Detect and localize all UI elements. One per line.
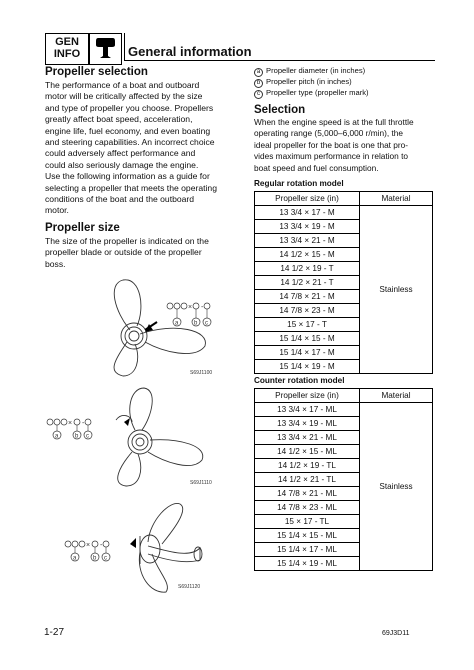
text-line: engine life, fuel economy, and even boating	[45, 125, 211, 136]
propeller-size-cell: 13 3/4 × 19 - ML	[255, 417, 360, 431]
text-line: boat speed and fuel consumption.	[254, 162, 379, 173]
propeller-size-cell: 14 7/8 × 21 - ML	[255, 487, 360, 501]
text-line: selecting a propeller that meets the operating	[45, 182, 217, 193]
label-c: c	[104, 555, 107, 562]
label-a: a	[55, 433, 59, 440]
text-line: The performance of a boat and outboard	[45, 80, 200, 90]
svg-text:×: ×	[188, 304, 193, 311]
text-line: could adversely affect performance and	[45, 148, 196, 159]
regular-rotation-table	[254, 191, 433, 374]
text-line: conditions of the boat and the outboard	[45, 194, 195, 205]
section-badge	[45, 33, 89, 65]
label-b: b	[93, 555, 97, 562]
table-row	[255, 403, 433, 417]
text-line: and steering capabilities. An incorrect choice	[45, 137, 215, 148]
label-c: c	[86, 433, 89, 440]
propeller-size-cell: 15 × 17 - TL	[255, 515, 360, 529]
svg-text:-: -	[100, 542, 103, 549]
text-line: The size of the propeller is indicated on the	[45, 236, 209, 246]
propeller-figure-2	[40, 382, 245, 490]
text-line: and type of propeller you choose. Propellers	[45, 102, 214, 113]
header-divider	[124, 33, 125, 60]
text-line: operating range (5,000–6,000 r/min), the	[254, 128, 403, 139]
label-b: b	[75, 433, 79, 440]
propeller-size-cell: 15 1/4 × 15 - M	[255, 332, 360, 346]
page-title: General information	[128, 44, 252, 59]
text-line: Use the following information as a guide for	[45, 171, 210, 182]
label-a: a	[73, 555, 77, 562]
text-line: motor will be critically affected by the size	[45, 91, 203, 102]
svg-text:×: ×	[86, 542, 91, 549]
propeller-size-cell: 15 1/4 × 17 - ML	[255, 543, 360, 557]
column-header: Material	[360, 389, 433, 403]
propeller-size-cell: 15 1/4 × 17 - M	[255, 346, 360, 360]
legend-mark: a	[254, 68, 263, 77]
text-line: propeller blade or outside of the propeller	[45, 247, 202, 258]
legend-item	[254, 88, 369, 99]
propeller-size-cell: 15 1/4 × 19 - ML	[255, 557, 360, 571]
propeller-size-cell: 13 3/4 × 21 - M	[255, 234, 360, 248]
text-line: ideal propeller for the boat is one that pro-	[254, 139, 409, 150]
propeller-size-cell: 13 3/4 × 17 - ML	[255, 403, 360, 417]
figure-caption: S69J1110	[190, 480, 212, 486]
legend-text: Propeller pitch (in inches)	[266, 77, 352, 86]
label-b: b	[194, 320, 198, 327]
text-line: vides maximum performance in relation to	[254, 151, 409, 162]
table-row	[255, 206, 433, 220]
legend-item	[254, 66, 369, 77]
legend-mark: c	[254, 90, 263, 99]
propeller-size-heading: Propeller size	[45, 222, 120, 234]
svg-text:-: -	[82, 420, 85, 427]
propeller-figure-1	[45, 272, 245, 380]
propeller-size-cell: 14 7/8 × 23 - M	[255, 304, 360, 318]
figure-caption: S69J1120	[178, 584, 201, 590]
label-a: a	[175, 320, 179, 327]
counter-rotation-heading: Counter rotation model	[254, 376, 345, 385]
propeller-size-cell: 14 1/2 × 19 - TL	[255, 459, 360, 473]
text-line: motor.	[45, 205, 69, 216]
table-header-row	[255, 389, 433, 403]
svg-text:×: ×	[68, 420, 73, 427]
propeller-size-cell: 14 1/2 × 21 - TL	[255, 473, 360, 487]
text-line: When the engine speed is at the full throttle	[254, 117, 414, 127]
propeller-size-cell: 14 1/2 × 19 - T	[255, 262, 360, 276]
material-cell: Stainless	[360, 206, 433, 374]
selection-heading: Selection	[254, 104, 306, 116]
propeller-size-cell: 15 1/4 × 15 - ML	[255, 529, 360, 543]
propeller-selection-text	[45, 80, 239, 217]
text-line: boss.	[45, 258, 66, 269]
column-header: Material	[360, 192, 433, 206]
propeller-size-cell: 14 7/8 × 23 - ML	[255, 501, 360, 515]
propeller-figure-3	[40, 494, 245, 602]
outboard-motor-icon	[89, 33, 122, 65]
counter-rotation-table	[254, 388, 433, 571]
legend	[254, 66, 369, 99]
badge-line-2: INFO	[53, 48, 81, 60]
figure-caption: S69J1100	[190, 370, 213, 376]
propeller-size-cell: 13 3/4 × 21 - ML	[255, 431, 360, 445]
propeller-size-cell: 14 1/2 × 15 - ML	[255, 445, 360, 459]
label-c: c	[205, 320, 208, 327]
text-line: could also seriously damage the engine.	[45, 159, 199, 170]
column-header: Propeller size (in)	[255, 192, 360, 206]
text-line: greatly affect boat speed, acceleration,	[45, 114, 193, 125]
badge-line-1: GEN	[55, 36, 79, 48]
propeller-selection-heading: Propeller selection	[45, 66, 148, 78]
selection-text	[254, 117, 432, 174]
propeller-size-cell: 15 × 17 - T	[255, 318, 360, 332]
propeller-size-cell: 13 3/4 × 19 - M	[255, 220, 360, 234]
page-number: 1-27	[44, 627, 65, 638]
legend-text: Propeller type (propeller mark)	[266, 88, 369, 97]
legend-text: Propeller diameter (in inches)	[266, 66, 366, 75]
header-rule	[124, 60, 435, 61]
propeller-size-cell: 13 3/4 × 17 - M	[255, 206, 360, 220]
propeller-size-cell: 14 1/2 × 21 - T	[255, 276, 360, 290]
document-code: 69J3D11	[382, 630, 410, 637]
column-header: Propeller size (in)	[255, 389, 360, 403]
legend-mark: b	[254, 79, 263, 88]
propeller-size-cell: 14 1/2 × 15 - M	[255, 248, 360, 262]
propeller-size-text	[45, 236, 239, 270]
regular-rotation-heading: Regular rotation model	[254, 179, 344, 188]
table-header-row	[255, 192, 433, 206]
propeller-size-cell: 14 7/8 × 21 - M	[255, 290, 360, 304]
legend-item	[254, 77, 369, 88]
svg-text:-: -	[201, 304, 204, 311]
propeller-size-cell: 15 1/4 × 19 - M	[255, 360, 360, 374]
material-cell: Stainless	[360, 403, 433, 571]
